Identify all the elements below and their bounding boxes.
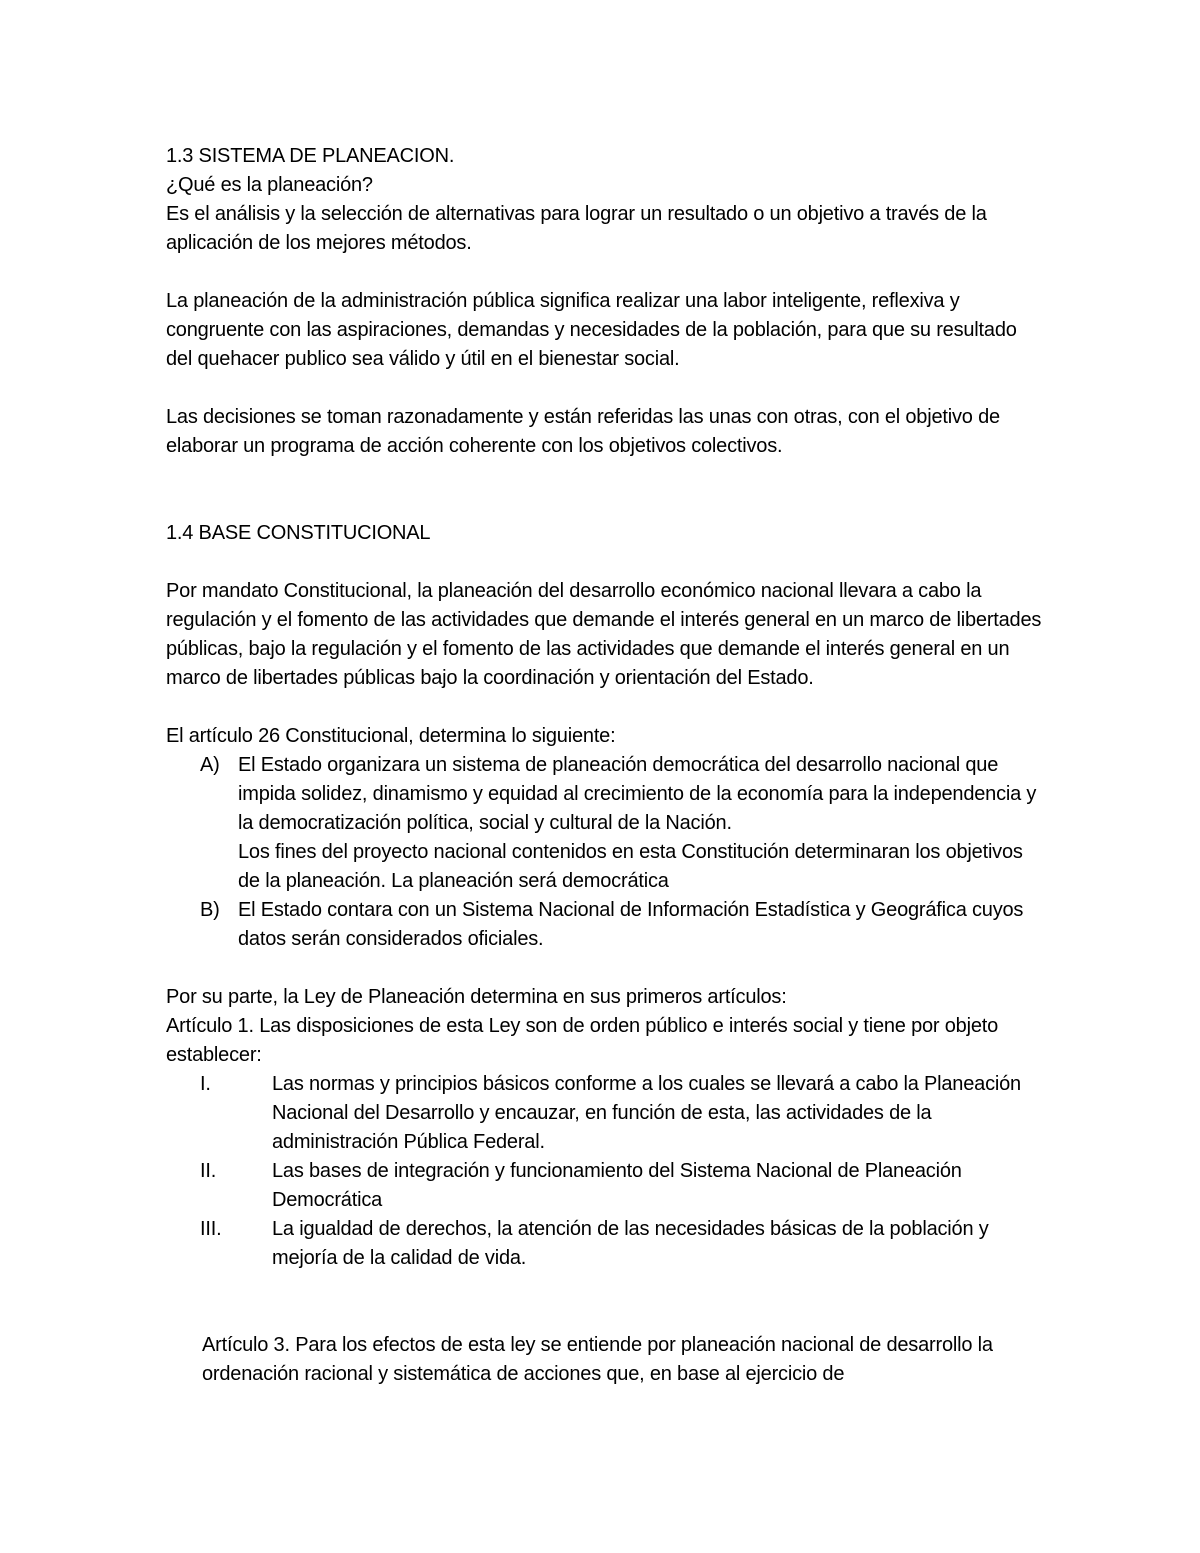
- paragraph-decisiones: Las decisiones se toman razonadamente y están referidas las unas con otras, con el objetivo de elaborar un programa de acción coherente con los objetivos colectivos.: [166, 406, 1000, 457]
- question-text: ¿Qué es la planeación?: [166, 174, 373, 196]
- spacer: [166, 1273, 1046, 1331]
- spacer: [166, 461, 1046, 519]
- spacer: [166, 954, 1046, 983]
- article3-text: Artículo 3. Para los efectos de esta ley se entiende por planeación nacional de desarrollo la ordenación racional y sistemática de acciones que, en base al ejercicio de: [202, 1334, 993, 1385]
- ley-planeacion-intro: Por su parte, la Ley de Planeación determina en sus primeros artículos:: [166, 986, 787, 1008]
- list-marker: I.: [200, 1073, 211, 1095]
- list-item-text: El Estado contara con un Sistema Nacional de Información Estadística y Geográfica cuyos datos serán considerados oficiales.: [238, 899, 1024, 950]
- paragraph-planeacion-publica: La planeación de la administración pública significa realizar una labor inteligente, reflexiva y congruente con las aspiraciones, demandas y necesidades de la población, para que su resultado del quehacer publico sea válido y útil en el bienestar social.: [166, 290, 1017, 370]
- spacer: [166, 693, 1046, 722]
- paragraph-mandato-constitucional: Por mandato Constitucional, la planeación del desarrollo económico nacional llevara a cabo la regulación y el fomento de las actividades que demande el interés general en un marco de libertades públicas, bajo la regulación y el fomento de las actividades que demande el interés general en un marco de libertades públicas bajo la coordinación y orientación del Estado.: [166, 580, 1042, 689]
- list-item: [166, 1157, 1046, 1215]
- spacer: [166, 258, 1046, 287]
- document-body: [166, 142, 1046, 1389]
- list-item-text: La igualdad de derechos, la atención de las necesidades básicas de la población y mejoría de la calidad de vida.: [272, 1218, 989, 1269]
- list-marker: A): [200, 754, 220, 776]
- list-item-continuation: Los fines del proyecto nacional contenidos en esta Constitución determinaran los objetivos de la planeación. La planeación será democrática: [238, 841, 1023, 892]
- list-item: [166, 1070, 1046, 1157]
- article26-intro: El artículo 26 Constitucional, determina lo siguiente:: [166, 725, 616, 747]
- article1-text: Artículo 1. Las disposiciones de esta Ley son de orden público e interés social y tiene por objeto establecer:: [166, 1015, 999, 1066]
- list-marker: III.: [200, 1218, 222, 1240]
- section-heading-1-3: 1.3 SISTEMA DE PLANEACION.: [166, 145, 455, 167]
- section-heading-1-4: 1.4 BASE CONSTITUCIONAL: [166, 522, 431, 544]
- list-item-text: Las normas y principios básicos conforme a los cuales se llevará a cabo la Planeación Nacional del Desarrollo y encauzar, en función de esta, las actividades de la administración Pública Federal.: [272, 1073, 1021, 1153]
- list-item: [166, 896, 1046, 954]
- definition-paragraph: Es el análisis y la selección de alternativas para lograr un resultado o un objetivo a través de la aplicación de los mejores métodos.: [166, 203, 987, 254]
- list-item: [166, 751, 1046, 896]
- spacer: [166, 374, 1046, 403]
- list-item: [166, 1215, 1046, 1273]
- list-marker: B): [200, 899, 220, 921]
- list-item-text: Las bases de integración y funcionamiento del Sistema Nacional de Planeación Democrática: [272, 1160, 962, 1211]
- list-item-text: El Estado organizara un sistema de planeación democrática del desarrollo nacional que impida solidez, dinamismo y equidad al crecimiento de la economía para la independencia y la democratización política, social y cultural de la Nación.: [238, 754, 1037, 834]
- spacer: [166, 548, 1046, 577]
- list-marker: II.: [200, 1160, 217, 1182]
